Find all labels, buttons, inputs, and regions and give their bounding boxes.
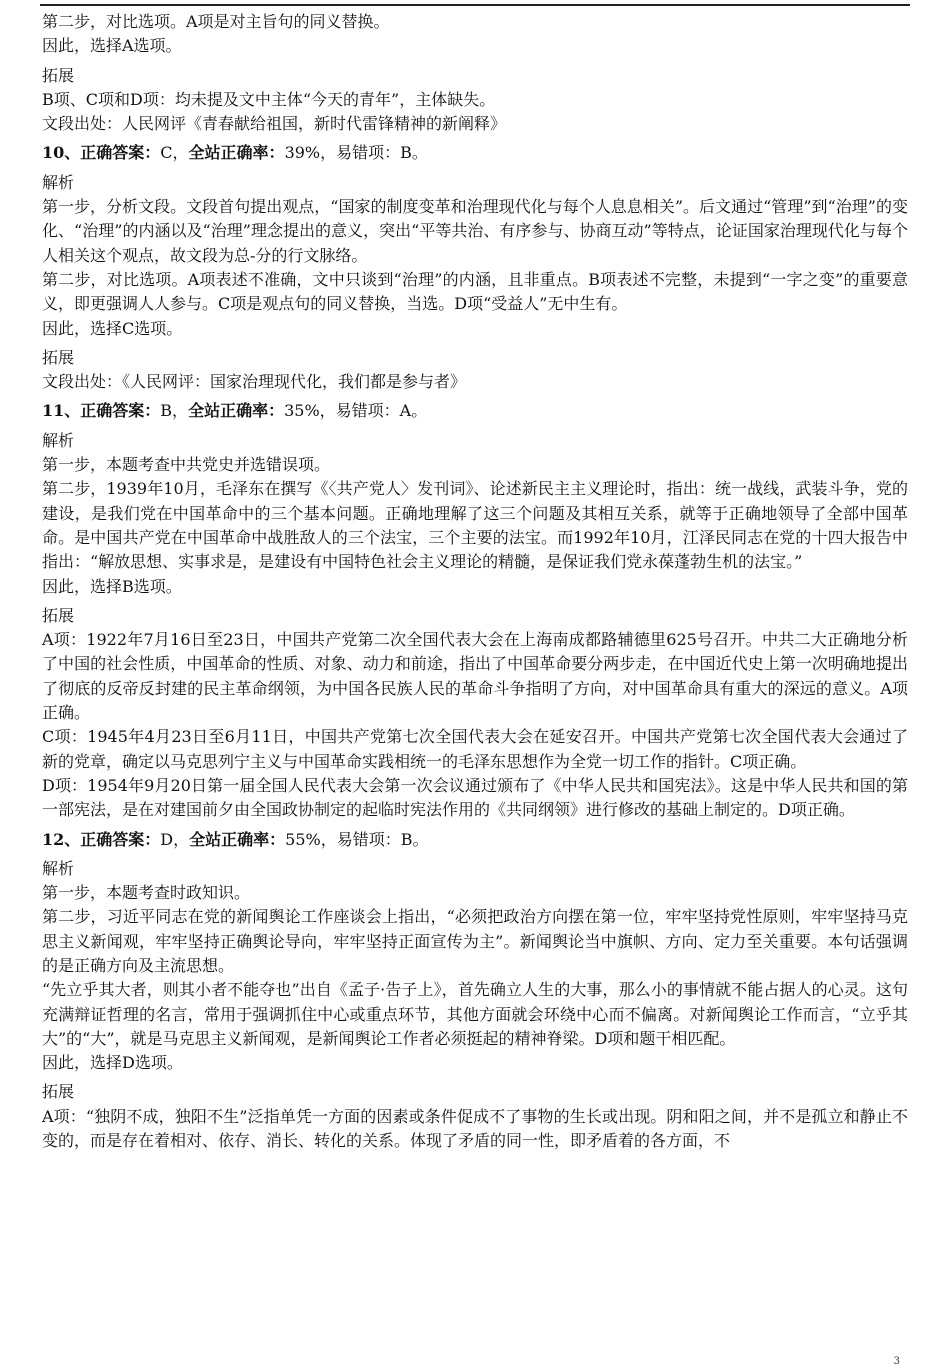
correct-answer-value: C， — [160, 143, 189, 163]
section-label: 拓展 — [42, 1082, 75, 1102]
question-number: 11、 — [42, 401, 81, 421]
paragraph: 因此，选择A选项。 — [42, 36, 182, 56]
accuracy-label: 全站正确率： — [189, 829, 286, 849]
paragraph: “先立乎其大者，则其小者不能夺也”出自《孟子·告子上》，首先确立人生的大事，那么小的事情就不能占据人的心灵。这句充满辩证哲理的名言，常用于强调抓住中心或重点环节，其他方面就会环绕中心而不偏离。对新闻舆论工作而言，“立乎其大”的“大”，就是马克思主义新闻观，是新闻舆论工作者必须挺起的精神脊梁。D项和题干相匹配。 — [42, 980, 908, 1048]
accuracy-value: 39%，易错项：B。 — [284, 143, 428, 163]
question-number: 12、 — [42, 829, 81, 849]
section-label: 拓展 — [42, 65, 75, 85]
accuracy-label: 全站正确率： — [188, 401, 285, 421]
paragraph: 第二步，对比选项。A项表述不准确，文中只谈到“治理”的内涵，且非重点。B项表述不完整，未提到“一字之变”的重要意义，即更强调人人参与。C项是观点句的同义替换，当选。D项“受益人”无中生有。 — [42, 269, 908, 314]
section-label: 解析 — [42, 172, 75, 192]
paragraph: B项、C项和D项：均未提及文中主体“今天的青年”，主体缺失。 — [42, 89, 496, 109]
document-body — [42, 10, 908, 1153]
correct-answer-label: 正确答案： — [80, 143, 161, 163]
correct-answer-value: B， — [160, 401, 189, 421]
paragraph: 第一步，本题考查中共党史并选错误项。 — [42, 455, 331, 475]
correct-answer-value: D， — [160, 829, 190, 849]
accuracy-label: 全站正确率： — [188, 143, 285, 163]
section-label: 解析 — [42, 858, 75, 878]
correct-answer-label: 正确答案： — [80, 401, 161, 421]
header-rule — [40, 4, 910, 6]
paragraph: D项：1954年9月20日第一届全国人民代表大会第一次会议通过颁布了《中华人民共和国宪法》。这是中华人民共和国的第一部宪法，是在对建国前夕由全国政协制定的起临时宪法作用的《共同纲领》进行修改的基础上制定的。D项正确。 — [42, 775, 908, 820]
paragraph: 第二步，习近平同志在党的新闻舆论工作座谈会上指出，“必须把政治方向摆在第一位，牢牢坚持党性原则，牢牢坚持马克思主义新闻观，牢牢坚持正确舆论导向，牢牢坚持正面宣传为主”。新闻舆论当中旗帜、方向、定力至关重要。本句话强调的是正确方向及主流思想。 — [42, 907, 908, 975]
paragraph: A项：“独阴不成，独阳不生”泛指单凭一方面的因素或条件促成不了事物的生长或出现。阴和阳之间，并不是孤立和静止不变的，而是存在着相对、依存、消长、转化的关系。体现了矛盾的同一性，即矛盾着的各方面，不 — [42, 1106, 908, 1151]
paragraph: 因此，选择C选项。 — [42, 318, 183, 338]
paragraph: 第二步，1939年10月，毛泽东在撰写《〈共产党人〉发刊词》、论述新民主主义理论时，指出：统一战线，武装斗争，党的建设，是我们党在中国革命中的三个基本问题。正确地理解了这三个问题及其相互关系，就等于正确地领导了全部中国革命。是中国共产党在中国革命中战胜敌人的三个法宝，三个主要的法宝。而1992年10月，江泽民同志在党的十四大报告中指出：“解放思想、实事求是，是建设有中国特色社会主义理论的精髓，是保证我们党永葆蓬勃生机的法宝。” — [42, 479, 908, 572]
answer-heading — [42, 141, 908, 165]
correct-answer-label: 正确答案： — [80, 829, 161, 849]
question-number: 10、 — [42, 143, 81, 163]
page-number: 3 — [893, 1356, 900, 1367]
accuracy-value: 55%，易错项：B。 — [285, 829, 429, 849]
section-label: 拓展 — [42, 605, 75, 625]
paragraph: 因此，选择D选项。 — [42, 1053, 183, 1073]
section-label: 拓展 — [42, 347, 75, 367]
paragraph: C项：1945年4月23日至6月11日，中国共产党第七次全国代表大会在延安召开。中国共产党第七次全国代表大会通过了新的党章，确定以马克思列宁主义与中国革命实践相统一的毛泽东思想作为全党一切工作的指针。C项正确。 — [42, 727, 908, 771]
answer-heading — [42, 399, 908, 423]
paragraph: 因此，选择B选项。 — [42, 576, 182, 596]
section-label: 解析 — [42, 430, 75, 450]
accuracy-value: 35%，易错项：A。 — [284, 401, 428, 421]
paragraph: 文段出处：人民网评《青春献给祖国，新时代雷锋精神的新阐释》 — [42, 114, 507, 134]
paragraph: A项：1922年7月16日至23日，中国共产党第二次全国代表大会在上海南成都路辅德里625号召开。中共二大正确地分析了中国的社会性质，中国革命的性质、对象、动力和前途，指出了中国革命要分两步走，在中国近代史上第一次明确地提出了彻底的反帝反封建的民主革命纲领，为中国各民族人民的革命斗争指明了方向，对中国革命具有重大的深远的意义。A项正确。 — [42, 630, 908, 723]
paragraph: 文段出处：《人民网评：国家治理现代化，我们都是参与者》 — [42, 372, 467, 392]
answer-heading — [42, 828, 908, 852]
paragraph: 第一步，分析文段。文段首句提出观点，“国家的制度变革和治理现代化与每个人息息相关”。后文通过“管理”到“治理”的变化、“治理”的内涵以及“治理”理念提出的意义，突出“平等共治、有序参与、协商互动”等特点，论证国家治理现代化与每个人相关这个观点，故文段为总-分的行文脉络。 — [42, 197, 908, 265]
paragraph: 第一步，本题考查时政知识。 — [42, 883, 251, 903]
paragraph: 第二步，对比选项。A项是对主旨句的同义替换。 — [42, 12, 390, 31]
